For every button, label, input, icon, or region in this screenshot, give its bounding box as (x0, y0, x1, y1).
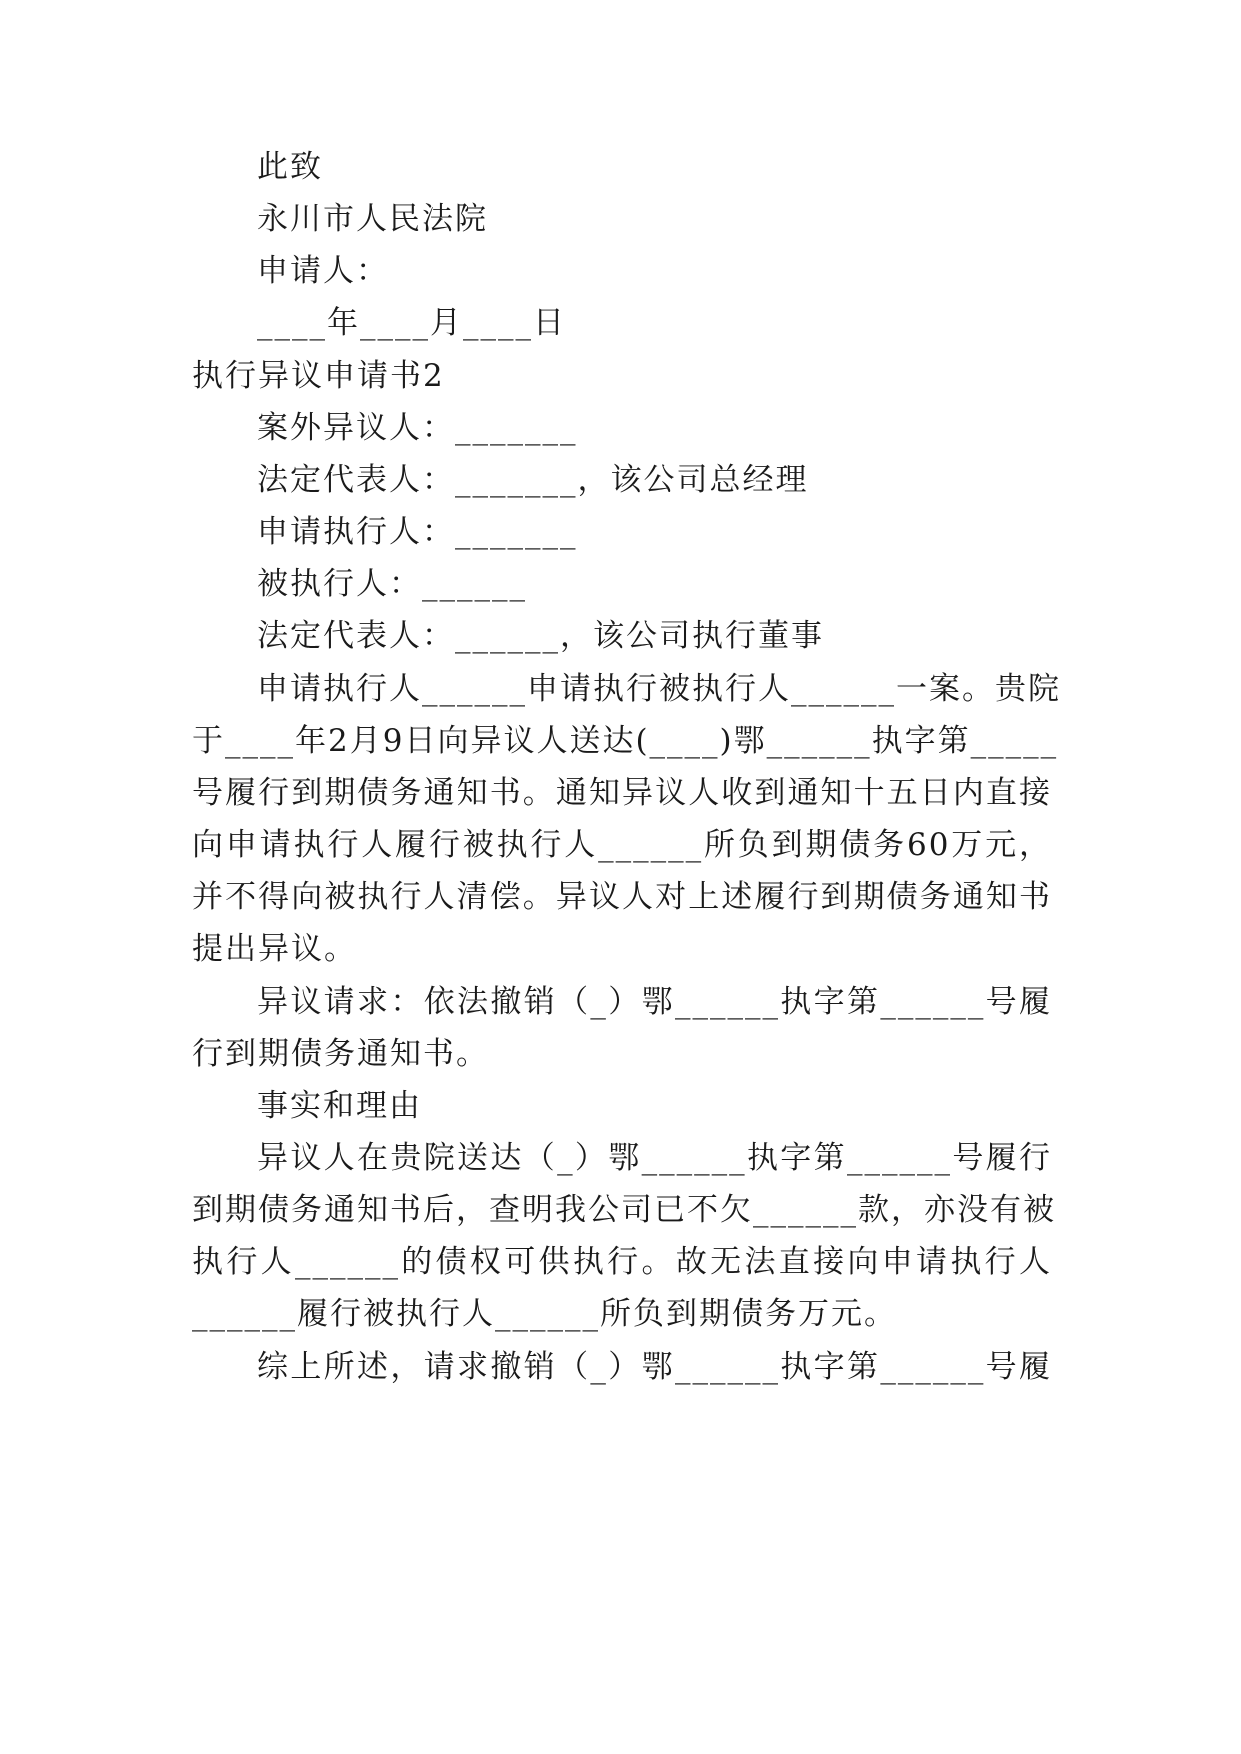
paragraph-line: 于____年2月9日向异议人送达(____)鄂______执字第_____ (192, 723, 1059, 759)
court-name: 永川市人民法院 (257, 201, 488, 237)
closing-salutation: 此致 (257, 149, 323, 185)
party-executed-legal-rep: 法定代表人：______，该公司执行董事 (257, 618, 824, 654)
conclusion-line: 综上所述，请求撤销（_）鄂______执字第______号履 (257, 1349, 1052, 1385)
paragraph-line: 提出异议。 (192, 931, 357, 967)
applicant-label: 申请人： (257, 253, 389, 289)
paragraph-line: 号履行到期债务通知书。通知异议人收到通知十五日内直接 (192, 775, 1052, 811)
party-objector: 案外异议人：_______ (257, 410, 578, 446)
document-title: 执行异议申请书2 (192, 358, 445, 394)
facts-heading: 事实和理由 (257, 1088, 422, 1124)
paragraph-line: 申请执行人______申请执行被执行人______一案。贵院 (257, 671, 1061, 707)
party-execution-applicant: 申请执行人：_______ (257, 514, 578, 550)
party-legal-rep: 法定代表人：_______，该公司总经理 (257, 462, 809, 498)
party-executed: 被执行人：______ (257, 566, 527, 602)
paragraph-line: 并不得向被执行人清偿。异议人对上述履行到期债务通知书 (192, 879, 1052, 915)
facts-line: ______履行被执行人______所负到期债务万元。 (192, 1296, 897, 1332)
facts-line: 到期债务通知书后，查明我公司已不欠______款，亦没有被 (192, 1192, 1056, 1228)
facts-line: 执行人______的债权可供执行。故无法直接向申请执行人 (192, 1244, 1052, 1280)
request-line: 异议请求：依法撤销（_）鄂______执字第______号履 (257, 984, 1052, 1020)
facts-line: 异议人在贵院送达（_）鄂______执字第______号履行 (257, 1140, 1052, 1176)
request-line: 行到期债务通知书。 (192, 1036, 489, 1072)
paragraph-line: 向申请执行人履行被执行人______所负到期债务60万元， (192, 827, 1052, 863)
date-line: ____年____月____日 (257, 305, 566, 341)
